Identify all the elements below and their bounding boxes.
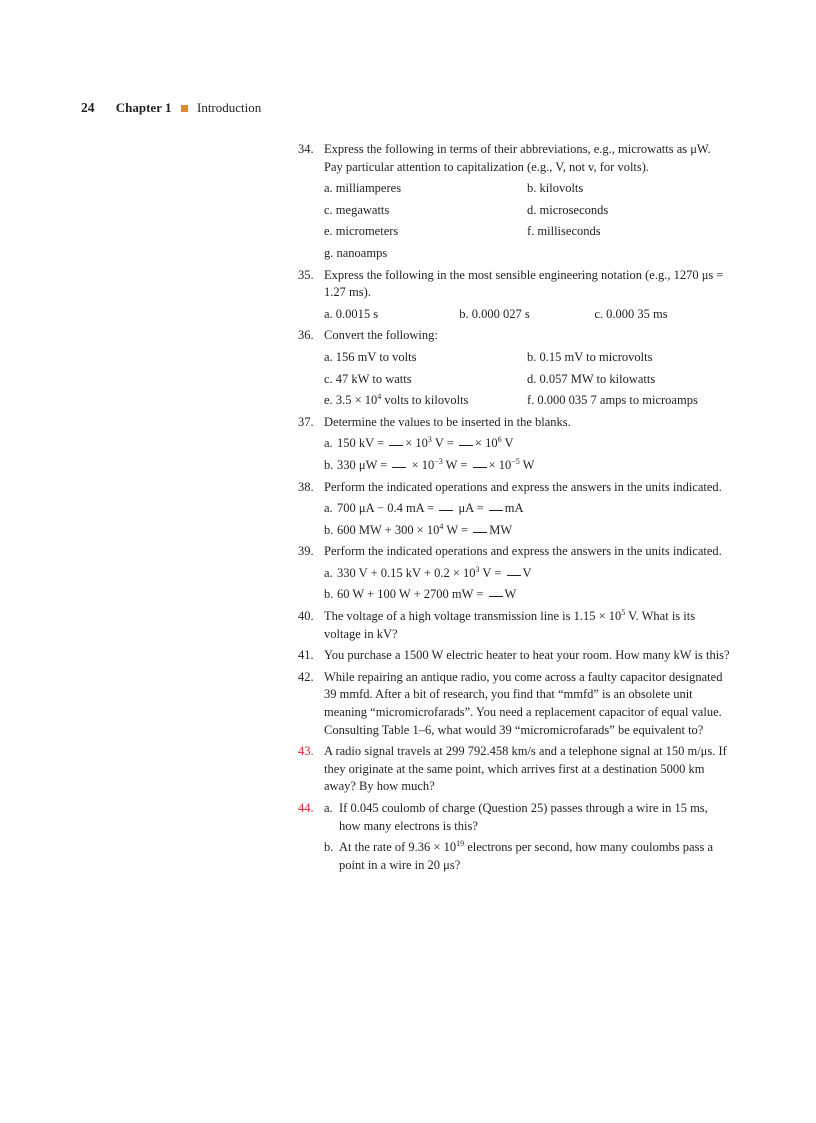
item-label: b. [324,587,334,602]
problem-text: Determine the values to be inserted in the blanks. [324,414,571,429]
problem-41 [298,647,730,665]
answer-blank [489,595,503,597]
problem-number: 37. [298,414,314,429]
item: f. 0.000 035 7 amps to microamps [527,393,698,408]
item-row [324,306,730,324]
answer-blank [392,466,406,468]
item-label: a. [324,501,333,516]
item-row [324,349,730,367]
problem-list [298,141,730,878]
answer-blank [489,509,503,511]
item: e. micrometers [324,224,399,239]
problem-text: The voltage of a high voltage transmission line is $1.15 \times 10^5$ V. What is its voltage in kV? [324,608,696,641]
problem-number: 43. [298,744,314,759]
item-label: b. [324,457,334,472]
item: b. 330 μW = × $10^{-3}$ W = × $10^{-5}$ W [324,457,730,475]
problem-number: 36. [298,328,314,343]
problem-42 [298,669,730,739]
problem-number: 40. [298,609,314,624]
item: e. $3.5 \times 10^4$ volts to kilovolts [324,392,469,408]
chapter-label: Chapter 1 [115,100,172,115]
problem-text: Express the following in the most sensible engineering notation (e.g., 1270 μs = 1.27 ms). [324,267,724,300]
item-row [324,180,730,198]
answer-blank [389,444,403,446]
item: c. 0.000 35 ms [594,306,668,321]
problem-number: 38. [298,479,314,494]
item: d. microseconds [527,202,609,217]
problem-39 [298,543,730,604]
problem-text: While repairing an antique radio, you come across a faulty capacitor designated 39 mmfd. After a bit of research, you find that “mmfd” is an obsolete unit meaning “micromicrofarads”. You need a replacement capacitor of equal value. Consulting Table 1–6, what would 39 “micromicrofarads” be equivalent to? [324,669,723,737]
item: g. nanoamps [324,245,388,260]
problem-number: 34. [298,142,314,156]
answer-blank [507,574,521,576]
item: c. megawatts [324,202,390,217]
item-label: a. [324,436,333,451]
problem-number: 35. [298,267,314,282]
item: b. kilovolts [527,181,584,196]
item-label: b. [324,522,334,537]
page-number: 24 [81,100,95,115]
page-header [81,99,261,117]
problem-text: Perform the indicated operations and express the answers in the units indicated. [324,544,722,559]
item: a. 700 μA − 0.4 mA = μA = mA [324,500,730,518]
item: b. 60 W + 100 W + 2700 mW = W [324,586,730,604]
item: a. milliamperes [324,181,402,196]
item-row [324,223,730,241]
sub-question: a. If 0.045 coulomb of charge (Question 25) passes through a wire in 15 ms, how many electrons is this? [324,801,708,833]
problem-number: 41. [298,648,314,663]
problem-number: 44. [298,801,314,815]
problem-text: Perform the indicated operations and express the answers in the units indicated. [324,479,722,494]
answer-blank [473,531,487,533]
item: d. 0.057 MW to kilowatts [527,371,656,386]
problem-text: A radio signal travels at 299 792.458 km/s and a telephone signal at 150 m/μs. If they originate at the same point, which arrives first at a destination 5000 km away? By how much? [324,744,727,794]
problem-number: 39. [298,544,314,559]
sub-question: b. At the rate of $9.36 \times 10^{19}$ electrons per second, how many coulombs pass a point in a wire in 20 μs? [324,839,713,872]
problem-number: 42. [298,669,314,684]
item: a. 150 kV = × $10^3$ V = × $10^6$ V [324,435,730,453]
problem-36 [298,327,730,409]
item: f. milliseconds [527,224,601,239]
problem-44 [298,800,730,874]
answer-blank [439,509,453,511]
item: c. 47 kW to watts [324,371,412,386]
item: b. 0.000 027 s [459,306,530,321]
item: b. 0.15 mV to microvolts [527,349,653,364]
item-label: a. [324,801,333,815]
section-title: Introduction [196,100,262,115]
item-row [324,245,730,263]
item-row [324,371,730,389]
problem-34 [298,141,730,263]
item: a. 0.0015 s [324,306,379,321]
item-row [324,392,730,410]
problem-text: Convert the following: [324,328,438,343]
item: a. 330 V + 0.15 kV + $0.2 \times 10^3$ V = V [324,565,730,583]
item: b. 600 MW + $300 \times 10^4$ W = MW [324,522,730,540]
problem-40 [298,608,730,643]
item: a. 156 mV to volts [324,349,417,364]
problem-text: Express the following in terms of their abbreviations, e.g., microwatts as μW. Pay particular attention to capitalization (e.g., V, not v, for volts). [324,142,711,174]
item-label: a. [324,565,333,580]
problem-38 [298,479,730,540]
answer-blank [473,466,487,468]
problem-37 [298,414,730,475]
problem-35 [298,267,730,324]
square-bullet-icon [181,105,188,112]
item-label: b. [324,840,334,855]
problem-43 [298,743,730,796]
answer-blank [459,444,473,446]
problem-text: You purchase a 1500 W electric heater to heat your room. How many kW is this? [324,648,730,663]
item-row [324,202,730,220]
